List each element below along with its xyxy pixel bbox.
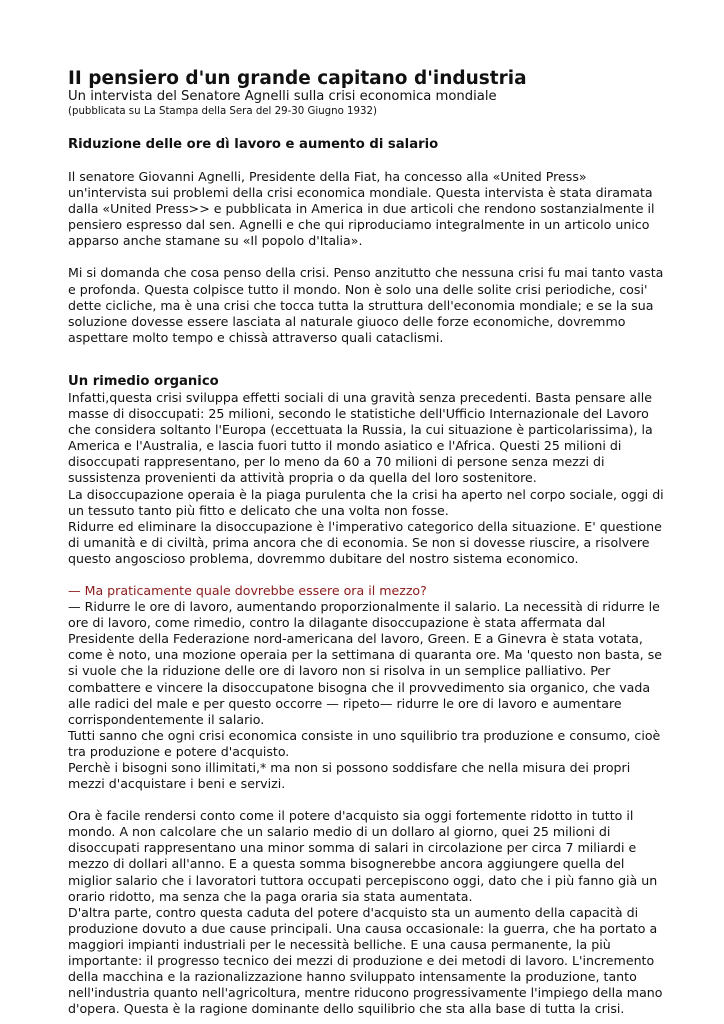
paragraph: Ridurre ed eliminare la disoccupazione è l'imperativo categorico della situazione. E' questione di umanità e di civiltà, prima ancora che di economia. Se non si dovesse riuscire, a risolvere questo angoscioso problema, dovremmo dubitare del nostro sistema economico. — [68, 518, 662, 566]
interview-question: — Ma praticamente quale dovrebbe essere ora il mezzo? — [68, 582, 427, 598]
publication-note: (pubblicata su La Stampa della Sera del 29-30 Giugno 1932) — [68, 106, 377, 117]
paragraph: Mi si domanda che cosa penso della crisi. Penso anzitutto che nessuna crisi fu mai tanto vasta e profonda. Questa colpisce tutto il mondo. Non è solo una delle solite crisi periodiche, cosi' dette cicliche, ma è una crisi che tocca tutta la struttura dell'economia mondiale; e se la sua soluzione dovesse essere lasciata al naturale giuoco delle forze economiche, dovremmo aspettare molto tempo e chissà attraverso quali cataclismi. — [68, 265, 664, 345]
document-page — [68, 68, 668, 1017]
paragraph: — Ridurre le ore di lavoro, aumentando proporzionalmente il salario. La necessità di ridurre le ore di lavoro, come rimedio, contro la dilagante disoccupazione è stata affermata dal Presidente della Federazione nord-americana del lavoro, Green. E a Ginevra è stata votata, come è noto, una mozione operaia per la settimana di quaranta ore. Ma 'questo non basta, se si vuole che la riduzione delle ore di lavoro non si risolva in un semplice palliativo. Per combattere e vincere la disoccupatone bisogna che il provvedimento sia organico, che vada alle radici del male e per questo occorre — ripeto— ridurre le ore di lavoro e aumentare corrispondentemente il salario. — [68, 599, 662, 727]
paragraph: La disoccupazione operaia è la piaga purulenta che la crisi ha aperto nel corpo sociale, oggi di un tessuto tanto più fitto e delicato che una volta non fosse. — [68, 486, 664, 518]
paragraph: Il senatore Giovanni Agnelli, Presidente della Fiat, ha concesso alla «United Press» un'intervista sui problemi della crisi economica mondiale. Questa intervista è stata diramata dalla «United Press>> e pubblicata in America in due articoli che rendono sostanzialmente il pensiero espresso dal sen. Agnelli e che qui riproduciamo integralmente in un articolo unico apparso anche stamane su «Il popolo d'Italia». — [68, 169, 655, 249]
paragraph: Ora è facile rendersi conto come il potere d'acquisto sia oggi fortemente ridotto in tutto il mondo. A non calcolare che un salario medio di un dollaro al giorno, quei 25 milioni di disoccupati rappresentano una minor somma di salari in circolazione per circa 7 miliardi e mezzo di dollari all'anno. E a questa somma bisognerebbe ancora aggiungere quella del miglior salario che i lavoratori tuttora occupati percepiscono oggi, dato che i più fanno già un orario ridotto, ma senza che la paga oraria sia stata aumentata. — [68, 808, 658, 904]
paragraph: Tutti sanno che ogni crisi economica consiste in uno squilibrio tra produzione e consumo, cioè tra produzione e potere d'acquisto. — [68, 727, 661, 759]
article-title: II pensiero d'un grande capitano d'industria — [68, 68, 527, 89]
paragraph: Perchè i bisogni sono illimitati,* ma non si possono soddisfare che nella misura dei propri mezzi d'acquistare i beni e servizi. — [68, 760, 631, 792]
paragraph: D'altra parte, contro questa caduta del potere d'acquisto sta un aumento della capacità di produzione dovuto a due cause principali. Una causa occasionale: la guerra, che ha portato a maggiori impianti industriali per le necessità belliche. E una causa permanente, la più importante: il progresso tecnico dei mezzi di produzione e dei metodi di lavoro. L'incremento della macchina e la razionalizzazione hanno sviluppato intensamente la produzione, tanto nell'industria quanto nell'agricoltura, mentre riducono progressivamente l'impiego della mano d'opera. Questa è la ragione dominante dello squilibrio che sta alla base di tutta la crisi. — [68, 904, 663, 1017]
section-heading-rimedio: Un rimedio organico — [68, 373, 219, 389]
section-heading-riduzione: Riduzione delle ore dì lavoro e aumento di salario — [68, 137, 439, 152]
paragraph: Infatti,questa crisi sviluppa effetti sociali di una gravità senza precedenti. Basta pensare alle masse di disoccupati: 25 milioni, secondo le statistiche dell'Ufficio Internazionale del Lavoro che considera soltanto l'Europa (eccettuata la Russia, la cui situazione è particolarissima), la America e l'Australia, e lascia fuori tutto il mondo asiatico e l'Africa. Questi 25 milioni di disoccupati rappresentano, per lo meno da 60 a 70 milioni di persone senza mezzi di sussistenza provenienti da attività propria o da quella del loro sostenitore. — [68, 389, 653, 486]
article-subtitle: Un intervista del Senatore Agnelli sulla crisi economica mondiale — [68, 89, 497, 104]
